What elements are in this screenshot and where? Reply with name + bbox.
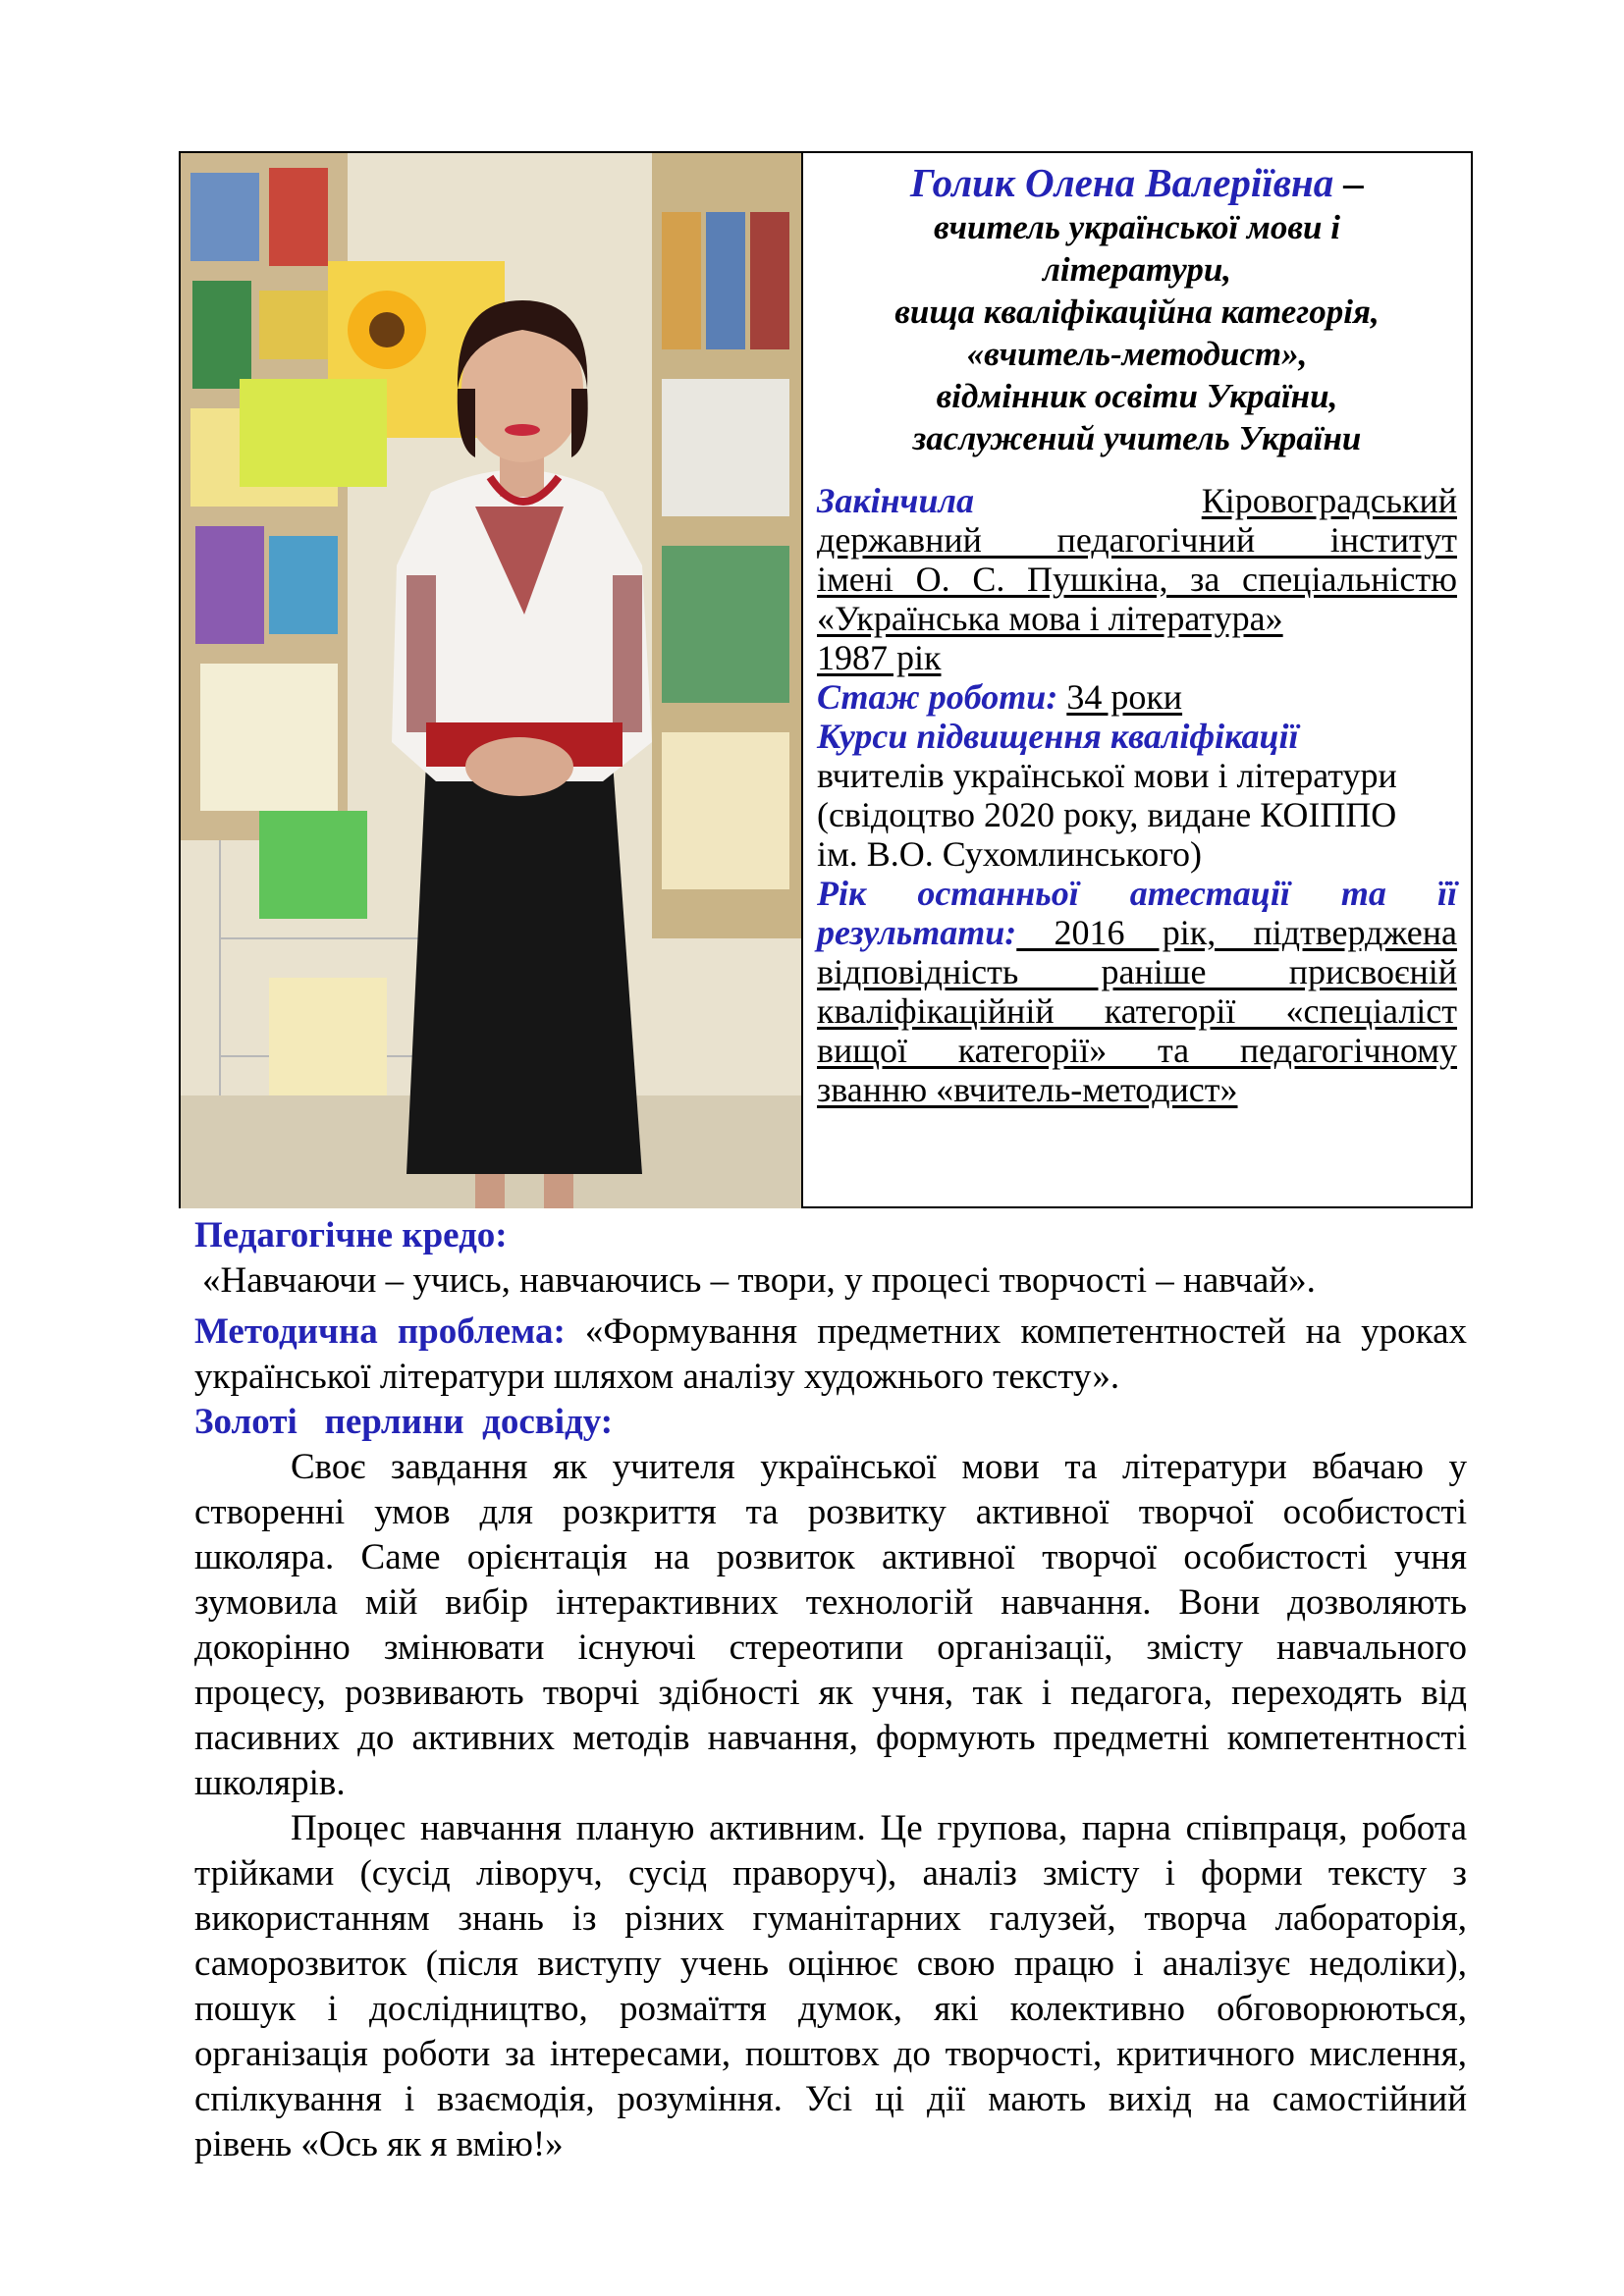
credo-text: «Навчаючи – учись, навчаючись – твори, у процесі творчості – навчай». [202,1260,1316,1301]
experience-label: Стаж роботи: [817,677,1058,717]
title-line: відмінник освіти України, [936,377,1338,415]
teacher-photo [181,153,803,1208]
attestation-line [817,913,1457,952]
courses-value: ім. В.О. Сухомлинського) [817,834,1203,874]
education-line [817,481,1457,520]
attestation-line [817,952,1457,991]
courses-value: (свідоцтво 2020 року, видане КОІППО [817,795,1397,834]
courses-label: Курси підвищення кваліфікації [817,717,1299,756]
name-dash: – [1333,160,1365,205]
paragraph-line: Процес навчання планую активним. Це групова, парна співпраця, робота [291,1808,1467,1848]
pearls-paragraph-2 [194,1806,1467,2167]
paragraph-line: організація роботи за інтересами, поштовх до творчості, критичного мислення, [194,2034,1467,2074]
paragraph-line: трійками (сусід ліворуч, сусід праворуч), аналіз змісту і форми тексту з [194,1853,1467,1894]
title-line: заслужений учитель України [912,419,1362,457]
paragraph-line: створенні умов для розкриття та розвитку активної творчої особистості [194,1492,1467,1532]
title-line: вища кваліфікаційна категорія, [894,293,1380,331]
pearls-heading: Золоті перлини досвіду: [194,1402,614,1442]
education-label: Закінчила [817,481,974,520]
paragraph-line: пошук і дослідництво, розмаїття думок, які колективно обговорюються, [194,1989,1467,2029]
education-value: державний педагогічний інститут [817,520,1457,560]
paragraph-line: Своє завдання як учителя української мови та літератури вбачаю у [291,1447,1467,1487]
education-line [817,520,1457,560]
paragraph-line: процесу, розвивають творчі здібності як учня, так і педагога, переходять від [194,1673,1467,1713]
paragraph-line: докорінно змінювати існуючі стереотипи організації, змісту навчального [194,1628,1467,1668]
paragraph-line: саморозвиток (після виступу учень оцінює свою працю і аналізує недоліки), [194,1944,1467,1984]
attestation-value: званню «вчитель-методист» [817,1070,1238,1109]
method-text-2: української літератури шляхом аналізу художнього тексту». [194,1357,1120,1397]
title-line: літератури, [1042,250,1232,289]
paragraph-line: школярів. [194,1763,346,1803]
teacher-info [817,153,1457,1208]
education-value: імені О. С. Пушкіна, за спеціальністю [817,560,1457,599]
title-line: вчитель української мови і [933,208,1340,246]
courses-value: вчителів української мови і літератури [817,756,1397,795]
courses-label-line [817,717,1457,756]
experience-line [817,677,1457,717]
teacher-name: Голик Олена Валеріївна [909,160,1334,205]
paragraph-line: школяра. Саме орієнтація на розвиток активної творчої особистості учня [194,1537,1467,1577]
attestation-label-2: результати: [817,913,1017,952]
paragraph-line: пасивних до активних методів навчання, формують предметні компетентності [194,1718,1467,1758]
paragraph-line: спілкування і взаємодія, розуміння. Усі ці дії мають вихід на самостійний [194,2079,1467,2119]
paragraph-line: рівень «Ось як я вмію!» [194,2124,564,2164]
education-year: 1987 рік [817,638,942,677]
credo-heading: Педагогічне кредо: [194,1215,508,1255]
pearls-paragraph-1 [194,1445,1467,1806]
attestation-line [817,1070,1457,1109]
paragraph-line: зумовила мій вибір інтерактивних технологій навчання. Вони дозволяють [194,1582,1467,1623]
method-line [194,1309,1467,1355]
profile-table [179,151,1473,1208]
method-text: «Формування предметних компетентностей на уроках [565,1311,1468,1352]
education-value: «Українська мова і література» [817,599,1283,638]
attestation-line [817,1031,1457,1070]
attestation-line [817,991,1457,1031]
attestation-value: вищої категорії» та педагогічному [817,1031,1457,1070]
courses-line [817,756,1457,795]
paragraph-line: використанням знань із різних гуманітарних галузей, творча лабораторія, [194,1898,1467,1939]
courses-line [817,795,1457,834]
education-line [817,560,1457,599]
attestation-value: відповідність раніше присвоєній [817,952,1457,991]
attestation-label: Рік останньої атестації та її [817,874,1457,913]
courses-line [817,834,1457,874]
title-line: «вчитель-методист», [966,335,1308,373]
education-line [817,638,1457,677]
attestation-value: 2016 рік, підтверджена [1016,913,1457,952]
teacher-header [817,153,1457,459]
method-heading: Методична проблема: [194,1311,566,1352]
education-line [817,599,1457,638]
education-value: Кіровоградський [1201,481,1457,520]
document-body [194,1213,1467,2167]
experience-value: 34 роки [1066,677,1183,717]
attestation-value: кваліфікаційній категорії «спеціаліст [817,991,1457,1031]
teacher-details [817,481,1457,1109]
